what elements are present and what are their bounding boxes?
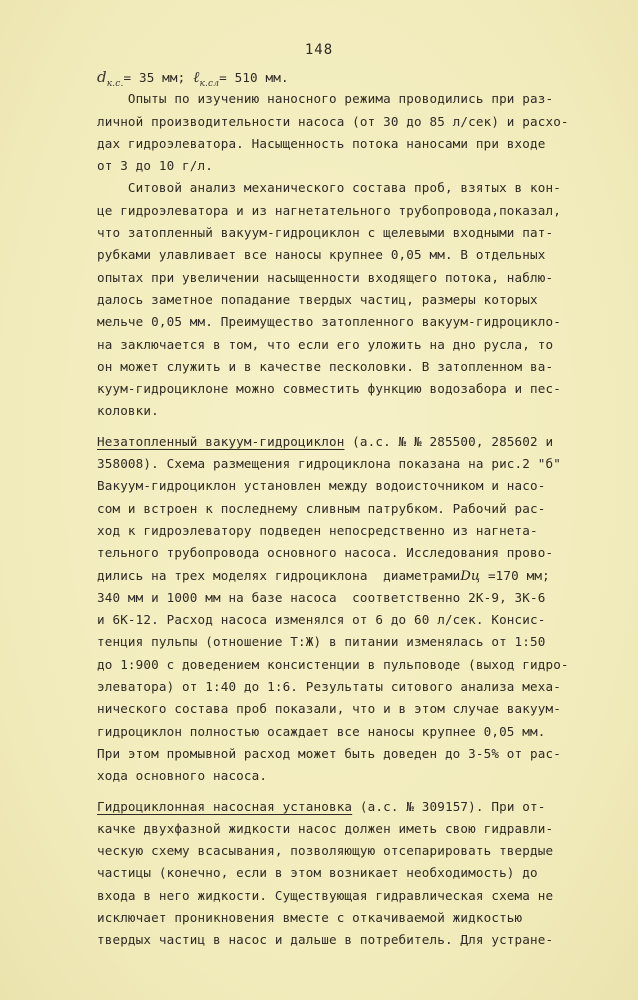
text-span: дились на трех моделях гидроциклона диаметрами	[97, 567, 461, 583]
text-line: хода основного насоса.	[97, 768, 268, 784]
paragraph-1	[97, 88, 602, 177]
text-line: частицы (конечно, если в этом возникает необходимость) до	[97, 865, 538, 881]
text-line: личной производительности насоса (от 30 до 85 л/сек) и расхо-	[97, 113, 569, 129]
text-line: тенция пульпы (отношение Т:Ж) в питании изменялась от 1:50	[97, 634, 546, 650]
text-line: входа в него жидкости. Существующая гидравлическая схема не	[97, 887, 554, 903]
text-line: 358008). Схема размещения гидроциклона показана на рис.2 "б"	[97, 456, 561, 472]
text-line: Опыты по изучению наносного режима проводились при раз-	[97, 91, 554, 107]
text-line: рубками улавливает все наносы крупнее 0,05 мм. В отдельных	[97, 247, 546, 263]
text-line: от 3 до 10 г/л.	[97, 158, 213, 174]
text-line: он может служить и в качестве песколовки. В затопленном ва-	[97, 358, 554, 374]
formula-d-value: = 35 мм;	[123, 70, 186, 85]
text-line: ход к гидроэлеватору подведен непосредственно из нагнета-	[97, 522, 538, 538]
text-line: куум-гидроциклоне можно совместить функцию водозабора и пес-	[97, 381, 561, 397]
text-line: что затопленный вакуум-гидроциклон с щелевыми входными пат-	[97, 225, 554, 241]
text-line: мельче 0,05 мм. Преимущество затопленного вакуум-гидроцикло-	[97, 314, 561, 330]
text-line: тельного трубопровода основного насоса. Исследования прово-	[97, 545, 554, 561]
section-heading-unsubmerged-hydrocyclone: Незатопленный вакуум-гидроциклон	[97, 433, 345, 449]
text-line: Ситовой анализ механического состава проб, взятых в кон-	[97, 180, 561, 196]
paragraph-3	[97, 429, 602, 788]
text-span: =170 мм;	[480, 567, 550, 583]
paragraph-4	[97, 794, 602, 952]
formula-l-value: = 510 мм.	[219, 70, 289, 85]
text-line: 340 мм и 1000 мм на базе насоса соответственно 2К-9, 3К-6	[97, 589, 546, 605]
formula-d-symbol: $d_{к.с.}$	[97, 68, 124, 89]
text-line: це гидроэлеватора и из нагнетательного трубопровода,показал,	[97, 202, 561, 218]
text-line: ческую схему всасывания, позволяющую отсепарировать твердые	[97, 843, 554, 859]
text-line: Вакуум-гидроциклон установлен между водоисточником и насо-	[97, 478, 546, 494]
section-heading-hydrocyclone-pump-unit: Гидроциклонная насосная установка	[97, 798, 353, 814]
text-line: и 6К-12. Расход насоса изменялся от 6 до 60 л/сек. Консис-	[97, 612, 546, 628]
text-line: на заключается в том, что если его уложить на дно русла, то	[97, 336, 554, 352]
text-line: элеватора) от 1:40 до 1:6. Результаты ситового анализа меха-	[97, 679, 561, 695]
section-heading-line	[97, 794, 602, 818]
text-line: гидроциклон полностью осаждает все наносы крупнее 0,05 мм.	[97, 723, 546, 739]
patent-reference: (а.с. № 309157). При от-	[352, 798, 546, 814]
text-line: до 1:900 с доведением консистенции в пульповоде (выход гидро-	[97, 656, 569, 672]
text-line: качке двухфазной жидкости насос должен иметь свою гидравли-	[97, 820, 554, 836]
page-text	[97, 66, 602, 952]
formula-line	[97, 66, 602, 88]
text-line: При этом промывной расход может быть доведен до 3-5% от рас-	[97, 745, 561, 761]
page-number: 148	[304, 42, 334, 58]
text-line: опытах при увеличении насыщенности входящего потока, наблю-	[97, 269, 554, 285]
text-line-with-formula	[97, 565, 602, 587]
text-line: сом и встроен к последнему сливным патрубком. Рабочий рас-	[97, 500, 546, 516]
text-line: дах гидроэлеватора. Насыщенность потока наносами при входе	[97, 135, 546, 151]
formula-l-symbol: ℓ$_{к.сл}$	[193, 68, 220, 89]
text-line: далось заметное попадание твердых частиц, размеры которых	[97, 291, 538, 307]
patent-reference: (а.с. № № 285500, 285602 и	[344, 433, 554, 449]
section-heading-line	[97, 429, 602, 453]
text-line: твердых частиц в насос и дальше в потребитель. Для устране-	[97, 932, 554, 948]
text-line: исключает проникновения вместе с откачиваемой жидкостью	[97, 909, 523, 925]
handwritten-diameter-symbol: Dц	[460, 568, 481, 584]
paragraph-2	[97, 177, 602, 422]
text-line: коловки.	[97, 403, 159, 419]
text-line: нического состава проб показали, что и в этом случае вакуум-	[97, 701, 561, 717]
